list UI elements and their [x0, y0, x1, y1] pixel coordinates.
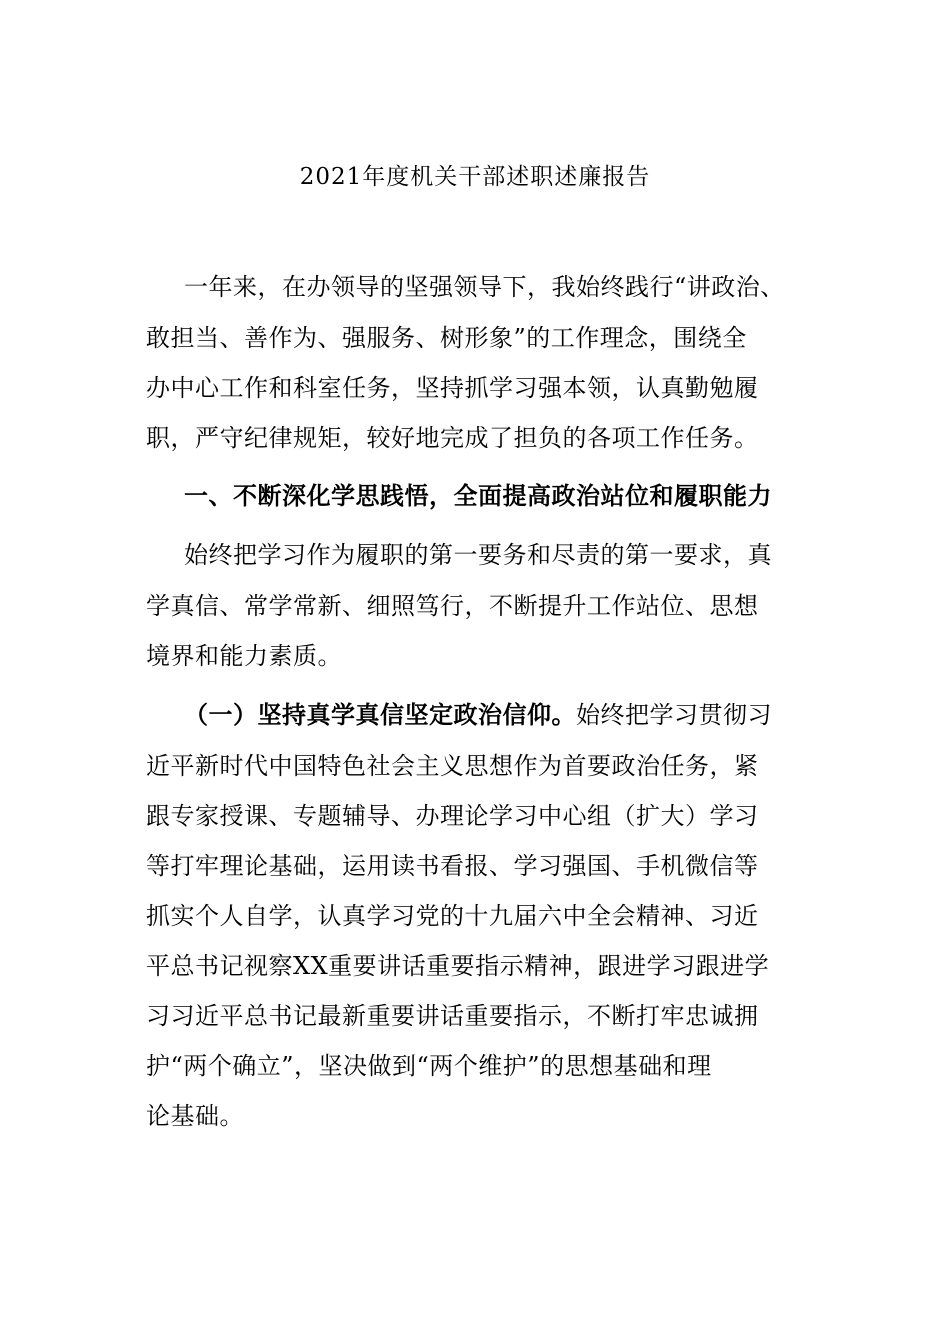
document-title: 2021年度机关干部述职述廉报告 [299, 164, 651, 190]
intro-line-4: 职，严守纪律规矩，较好地完成了担负的各项工作任务。 [146, 424, 759, 452]
subsection-1-line-5: 平总书记视察XX重要讲话重要指示精神，跟进学习跟进学 [146, 952, 770, 980]
subsection-1-line-4: 抓实个人自学，认真学习党的十九届六中全会精神、习近 [146, 902, 759, 930]
subsection-1-first-line [184, 700, 772, 730]
section-1-heading: 一、不断深化学思践悟，全面提高政治站位和履职能力 [184, 481, 772, 510]
subsection-1-line-6: 习习近平总书记最新重要讲话重要指示，不断打牢忠诚拥 [146, 1002, 759, 1030]
intro-line-3: 办中心工作和科室任务，坚持抓学习强本领，认真勤勉履 [146, 374, 759, 402]
section-1-line-2: 学真信、常学常新、细照笃行，不断提升工作站位、思想 [146, 592, 759, 620]
subsection-1-heading: （一）坚持真学真信坚定政治信仰。 [184, 700, 576, 729]
subsection-1-line-1: 近平新时代中国特色社会主义思想作为首要政治任务，紧 [146, 752, 759, 780]
intro-line-1: 一年来，在办领导的坚强领导下，我始终践行“讲政治、 [184, 273, 785, 301]
subsection-1-line-8: 论基础。 [146, 1102, 244, 1130]
section-1-line-1: 始终把学习作为履职的第一要务和尽责的第一要求，真 [184, 541, 772, 569]
subsection-1-first-rest: 始终把学习贯彻习 [576, 701, 772, 729]
subsection-1-line-2: 跟专家授课、专题辅导、办理论学习中心组（扩大）学习 [146, 802, 759, 830]
subsection-1-line-3: 等打牢理论基础，运用读书看报、学习强国、手机微信等 [146, 852, 759, 880]
intro-line-2: 敢担当、善作为、强服务、树形象”的工作理念，围绕全 [146, 324, 747, 352]
section-1-line-3: 境界和能力素质。 [146, 642, 342, 670]
subsection-1-line-7: 护“两个确立”，坚决做到“两个维护”的思想基础和理 [146, 1052, 712, 1080]
